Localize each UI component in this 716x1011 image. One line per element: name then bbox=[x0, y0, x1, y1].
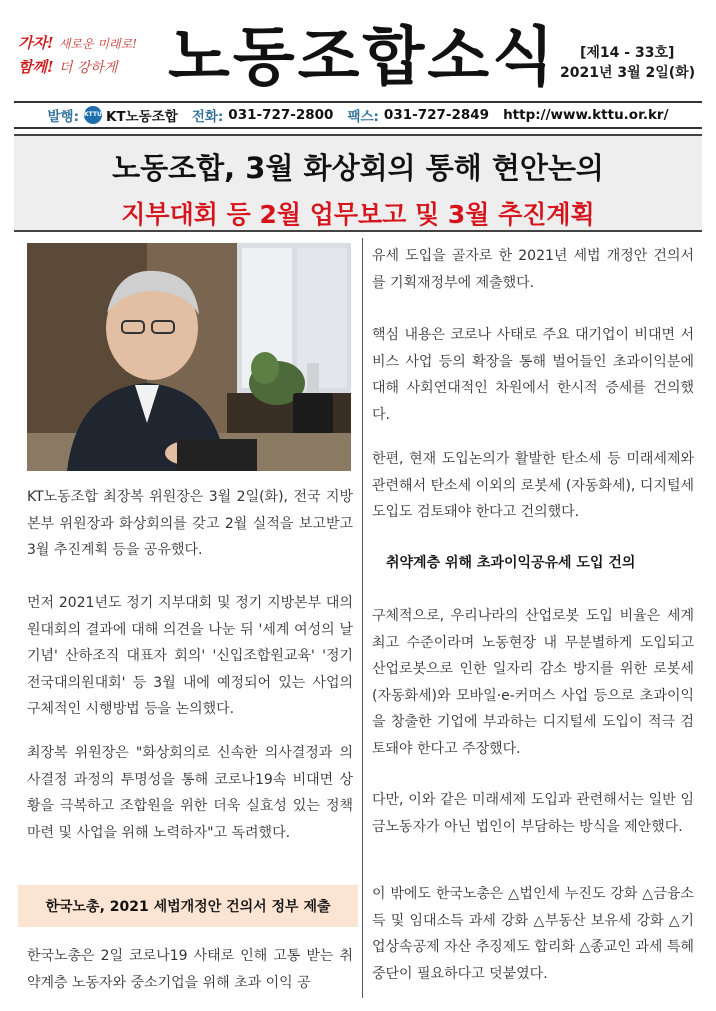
fax-number: 031-727-2849 bbox=[383, 107, 490, 123]
issue-date: 2021년 3월 2일(화) bbox=[560, 65, 696, 81]
phone-label: 전화: bbox=[191, 109, 224, 125]
slogan bbox=[18, 32, 137, 77]
kttu-logo-icon: KTTU bbox=[84, 106, 102, 124]
article-paragraph-5: 유세 도입을 골자로 한 2021년 세법 개정안 건의서를 기획재정부에 제출했다. bbox=[372, 248, 694, 291]
subheadline: 지부대회 등 2월 업무보고 및 3월 추진계획 bbox=[121, 200, 595, 229]
fax-label: 팩스: bbox=[347, 109, 379, 125]
article-paragraph-7: 한편, 현재 도입논의가 활발한 탄소세 등 미래세제와 관련해서 탄소세 이외의 로봇세 (자동화세), 디지털세 도입도 검토돼야 한다고 건의했다. bbox=[372, 451, 694, 520]
article-paragraph-1: KT노동조합 최장복 위원장은 3월 2일(화), 전국 지방본부 위원장과 화상회의를 갖고 2월 실적을 보고받고 3월 추진계획 등을 공유했다. bbox=[27, 489, 353, 558]
slogan-line1-a: 가자! bbox=[18, 34, 54, 52]
meeting-photo bbox=[27, 243, 351, 471]
phone-number: 031-727-2800 bbox=[228, 107, 334, 123]
slogan-line2-b: 더 강하게 bbox=[58, 60, 118, 76]
issue-number: [제14 - 33호] bbox=[580, 45, 675, 61]
publisher-name: KT노동조합 bbox=[105, 109, 178, 125]
publisher-info-bar bbox=[14, 101, 702, 129]
newsletter-title: 노동조합소식 bbox=[168, 21, 557, 95]
masthead bbox=[0, 0, 716, 100]
section-heading-tax-proposal: 한국노총, 2021 세법개정안 건의서 정부 제출 bbox=[18, 885, 358, 927]
slogan-line2-a: 함께! bbox=[18, 58, 54, 76]
section-heading-excess-profit-tax: 취약계층 위해 초과이익공유세 도입 건의 bbox=[386, 555, 636, 571]
column-divider bbox=[362, 238, 363, 998]
article-paragraph-8: 구체적으로, 우리나라의 산업로봇 도입 비율은 세계 최고 수준이라며 노동현장 내 무분별하게 도입되고 산업로봇으로 인한 일자리 감소 방지를 위한 로봇세(자동화세)와 모바일·e-커머스 사업 등으로 초과이익을 창출한 기업에 부과하는 디지털세 도입이 적극 검토돼야 한다고 주장했다. bbox=[372, 608, 694, 757]
publisher-label: 발행: bbox=[47, 109, 79, 125]
article-paragraph-6: 핵심 내용은 코로나 사태로 주요 대기업이 비대면 서비스 사업 등의 확장을 통해 벌어들인 초과이익분에 대해 사회연대적인 차원에서 한시적 증세를 건의했다. bbox=[372, 327, 694, 423]
article-paragraph-9: 다만, 이와 같은 미래세제 도입과 관련해서는 일반 임금노동자가 아닌 법인이 부담하는 방식을 제안했다. bbox=[372, 792, 694, 835]
article-paragraph-10: 이 밖에도 한국노총은 △법인세 누진도 강화 △금융소득 및 임대소득 과세 강화 △부동산 보유세 강화 △기업상속공제 자산 추징제도 합리화 △종교인 과세 특혜 중단이 필요하다고 덧붙였다. bbox=[372, 886, 694, 982]
slogan-line1-b: 새로운 미래로! bbox=[58, 37, 138, 51]
article-paragraph-4: 한국노총은 2일 코로나19 사태로 인해 고통 받는 취약계층 노동자와 중소기업을 위해 초과 이익 공 bbox=[27, 948, 353, 991]
website-link[interactable]: http://www.kttu.or.kr/ bbox=[503, 107, 669, 123]
headline-box bbox=[14, 134, 702, 232]
headline: 노동조합, 3월 화상회의 통해 현안논의 bbox=[112, 151, 604, 185]
article-paragraph-3: 최장복 위원장은 "화상회의로 신속한 의사결정과 의사결정 과정의 투명성을 통해 코로나19속 비대면 상황을 극복하고 조합원을 위한 더욱 실효성 있는 정책 마련 및 사업을 위해 노력하자"고 독려했다. bbox=[27, 745, 353, 841]
meeting-photo-illustration bbox=[27, 243, 351, 471]
article-paragraph-2: 먼저 2021년도 정기 지부대회 및 정기 지방본부 대의원대회의 결과에 대해 의견을 나눈 뒤 '세계 여성의 날 기념' 산하조직 대표자 회의' '신입조합원교육' '정기 전국대의원대회' 등 3월 내에 예정되어 있는 사업의 구체적인 시행방법 등을 논의했다. bbox=[27, 595, 353, 717]
